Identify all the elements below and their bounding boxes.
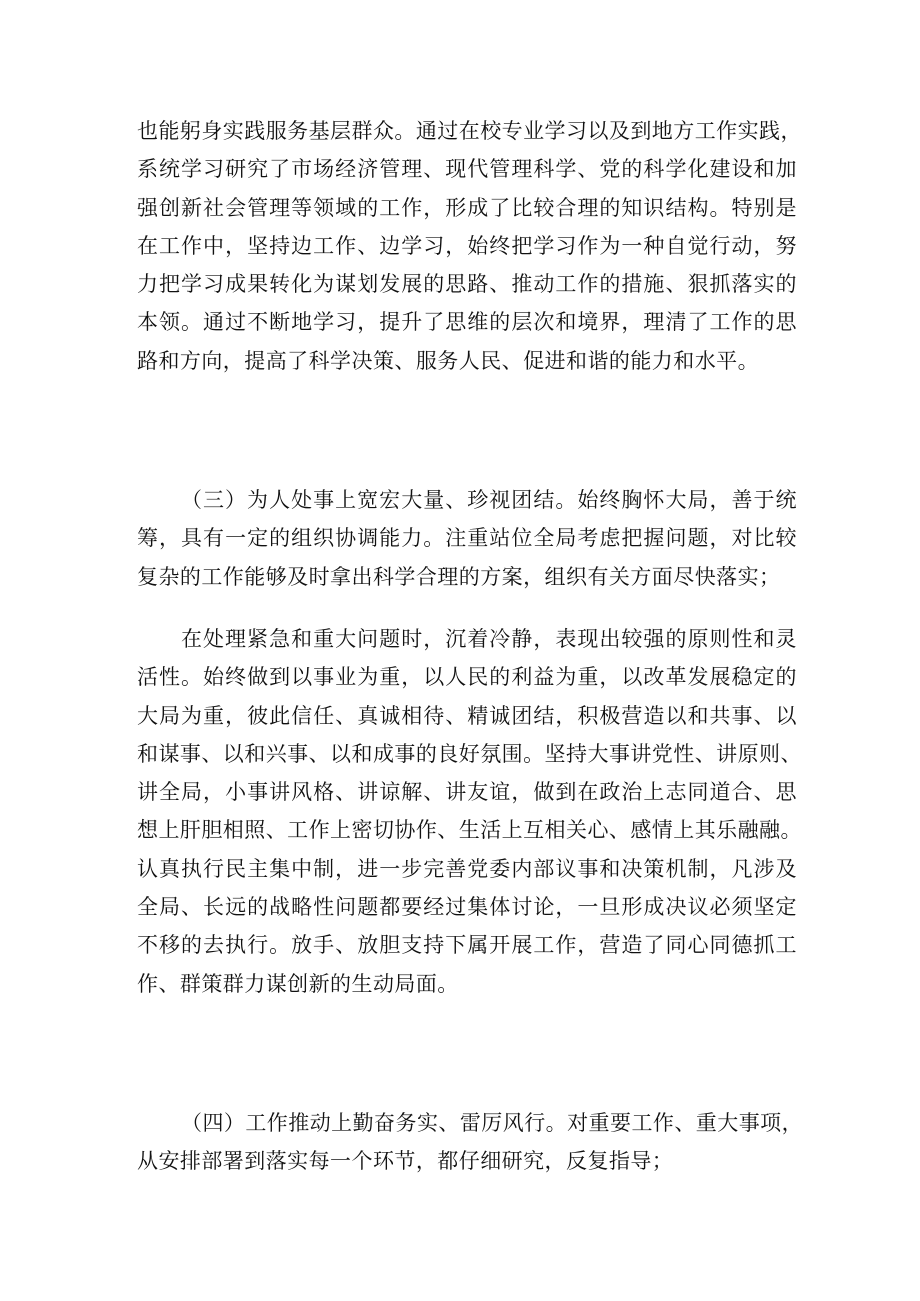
paragraph-line: 想上肝胆相照、工作上密切协作、生活上互相关心、感情上其乐融融。 bbox=[137, 818, 802, 843]
paragraph-handling-issues bbox=[137, 620, 802, 1003]
paragraph-line: 作、群策群力谋创新的生动局面。 bbox=[137, 971, 459, 996]
paragraph-line: 筹，具有一定的组织协调能力。注重站位全局考虑把握问题，对比较 bbox=[137, 526, 797, 551]
paragraph-line: 系统学习研究了市场经济管理、现代管理科学、党的科学化建设和加 bbox=[137, 157, 797, 182]
paragraph-line: 本领。通过不断地学习，提升了思维的层次和境界，理清了工作的思 bbox=[137, 310, 797, 335]
paragraph-line: 大局为重，彼此信任、真诚相待、精诚团结，积极营造以和共事、以 bbox=[137, 703, 797, 728]
paragraph-line: 在处理紧急和重大问题时，沉着冷静，表现出较强的原则性和灵 bbox=[181, 627, 797, 651]
paragraph-line: 力把学习成果转化为谋划发展的思路、推动工作的措施、狠抓落实的 bbox=[137, 272, 797, 297]
paragraph-line: 全局、长远的战略性问题都要经过集体讨论，一旦形成决议必须坚定 bbox=[137, 895, 797, 920]
paragraph-line: 认真执行民主集中制，进一步完善党委内部议事和决策机制，凡涉及 bbox=[137, 856, 797, 881]
paragraph-line: 也能躬身实践服务基层群众。通过在校专业学习以及到地方工作实践， bbox=[137, 119, 802, 143]
paragraph-line: （四）工作推动上勤奋务实、雷厉风行。对重要工作、重大事项， bbox=[181, 1111, 804, 1135]
paragraph-line: 和谋事、以和兴事、以和成事的良好氛围。坚持大事讲党性、讲原则、 bbox=[137, 741, 802, 766]
paragraph-line: 从安排部署到落实每一个环节，都仔细研究，反复指导； bbox=[137, 1149, 674, 1174]
paragraph-line: 讲全局，小事讲风格、讲谅解、讲友谊，做到在政治上志同道合、思 bbox=[137, 780, 797, 805]
paragraph-line: 不移的去执行。放手、放胆支持下属开展工作，营造了同心同德抓工 bbox=[137, 933, 797, 958]
paragraph-section-four bbox=[137, 1104, 804, 1181]
paragraph-line: 复杂的工作能够及时拿出科学合理的方案，组织有关方面尽快落实； bbox=[137, 564, 781, 589]
paragraph-section-three bbox=[137, 481, 797, 596]
paragraph-line: 在工作中，坚持边工作、边学习，始终把学习作为一种自觉行动，努 bbox=[137, 233, 797, 258]
paragraph-line: 强创新社会管理等领域的工作，形成了比较合理的知识结构。特别是 bbox=[137, 195, 797, 220]
paragraph-line: （三）为人处事上宽宏大量、珍视团结。始终胸怀大局，善于统 bbox=[181, 488, 797, 512]
paragraph-line: 路和方向，提高了科学决策、服务人民、促进和谐的能力和水平。 bbox=[137, 348, 760, 373]
paragraph-line: 活性。始终做到以事业为重，以人民的利益为重，以改革发展稳定的 bbox=[137, 665, 797, 690]
paragraph-study-practice bbox=[137, 112, 802, 380]
